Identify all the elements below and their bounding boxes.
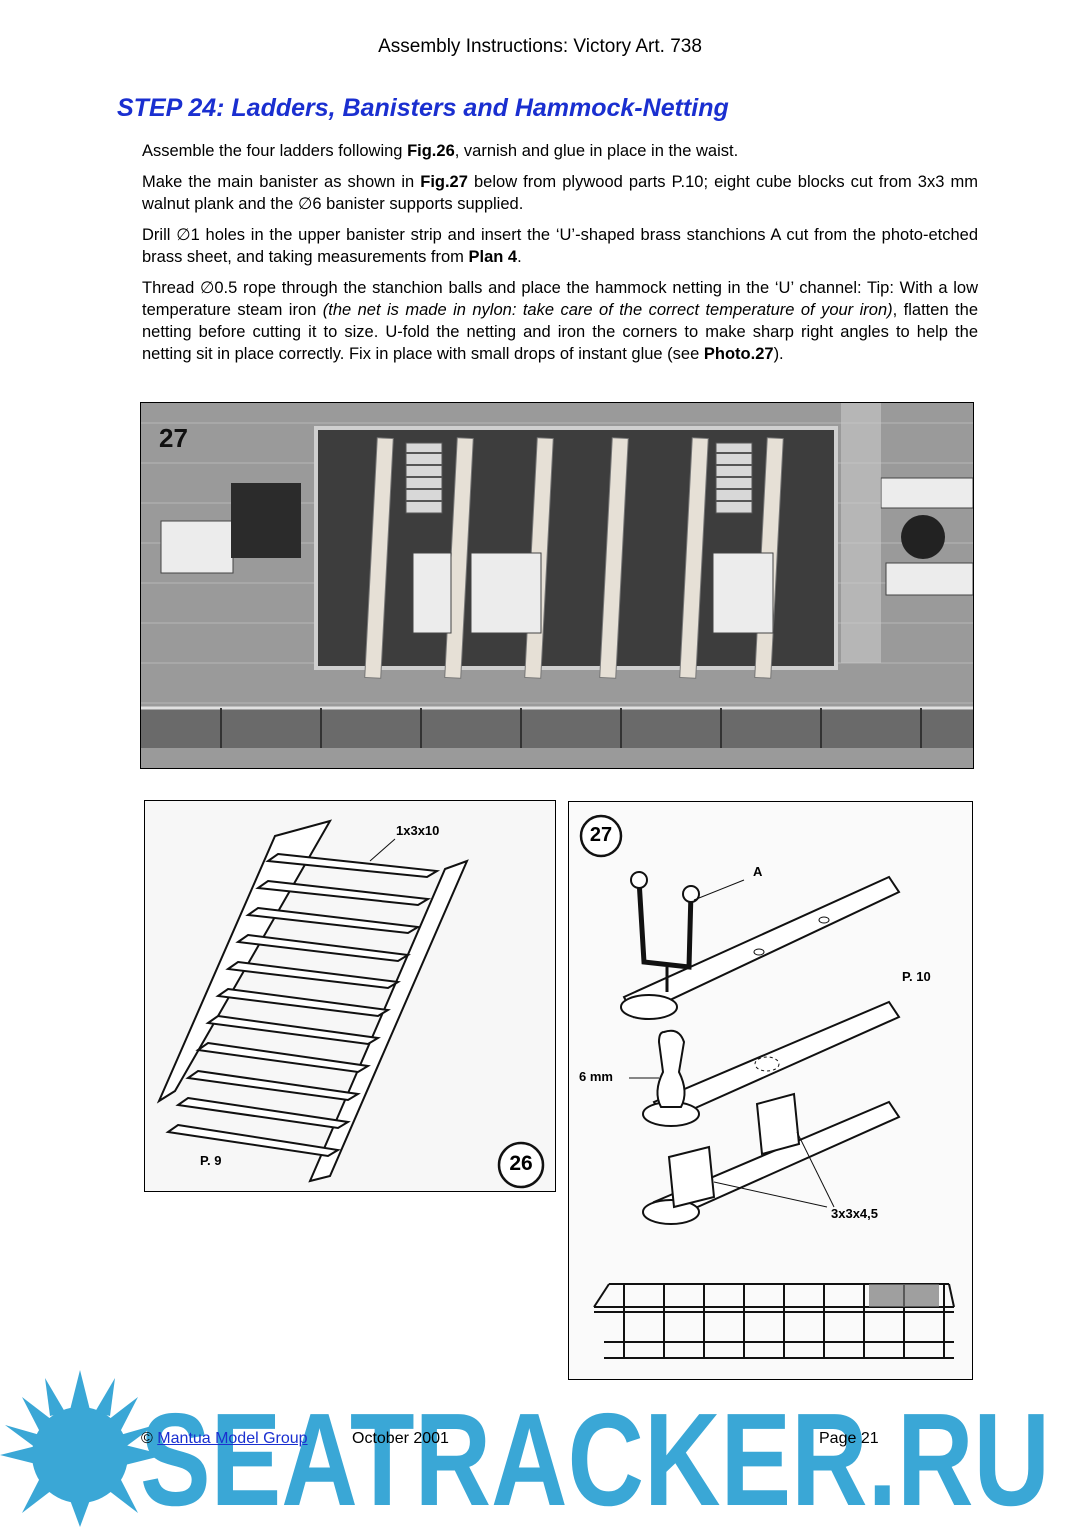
footer-copyright: © Mantua Model Group — [141, 1430, 308, 1447]
banister-diagram — [569, 802, 972, 1379]
figure-26-ladder — [144, 800, 556, 1192]
paragraph-4: Thread ∅0.5 rope through the stanchion balls and place the hammock netting in the ‘U’ channel: Tip: With a low temperature steam iron (the net is made in nylon: take care of the correct temperature of your iron), flatten the netting before cutting it to size. U-fold the netting and iron the corners to make sharp right angles to help the netting sit in place correctly. Fix in place with small drops of instant glue (see Photo.27). — [142, 279, 978, 363]
photo-27-deck — [140, 402, 974, 769]
watermark-text-glyphs: SEATRACKER.RU — [140, 1393, 1050, 1518]
paragraph-3: Drill ∅1 holes in the upper banister strip and insert the ‘U’-shaped brass stanchions A cut from the photo-etched brass sheet, and taking measurements from Plan 4. — [142, 226, 978, 266]
deck-photo-illustration — [141, 403, 973, 768]
tread-dimension-label: 1x3x10 — [396, 823, 440, 838]
page-header: Assembly Instructions: Victory Art. 738 — [378, 36, 702, 57]
company-link[interactable]: Mantua Model Group — [157, 1430, 308, 1447]
baluster-size-label: 6 mm — [579, 1069, 613, 1084]
paragraph-1: Assemble the four ladders following Fig.26, varnish and glue in place in the waist. — [142, 142, 739, 160]
footer-date: October 2001 — [352, 1430, 449, 1447]
ladder-diagram — [145, 801, 555, 1191]
paragraph-2: Make the main banister as shown in Fig.27 below from plywood parts P.10; eight cube blocks cut from 3x3 mm walnut plank and the ∅6 banister supports supplied. — [142, 173, 978, 213]
block-size-label: 3x3x4,5 — [831, 1206, 878, 1221]
watermark-text — [140, 1393, 1060, 1518]
figure-number: 26 — [509, 1152, 533, 1175]
footer-page-number: Page 21 — [819, 1430, 879, 1447]
instructions-body — [142, 140, 978, 374]
part-label: P. 10 — [902, 969, 931, 984]
step-title: STEP 24: Ladders, Banisters and Hammock-Netting — [117, 94, 729, 122]
part-label: P. 9 — [200, 1153, 222, 1168]
photo-number: 27 — [159, 423, 188, 453]
figure-number: 27 — [589, 824, 613, 846]
figure-27-banister — [568, 801, 973, 1380]
stanchion-label: A — [753, 864, 763, 879]
